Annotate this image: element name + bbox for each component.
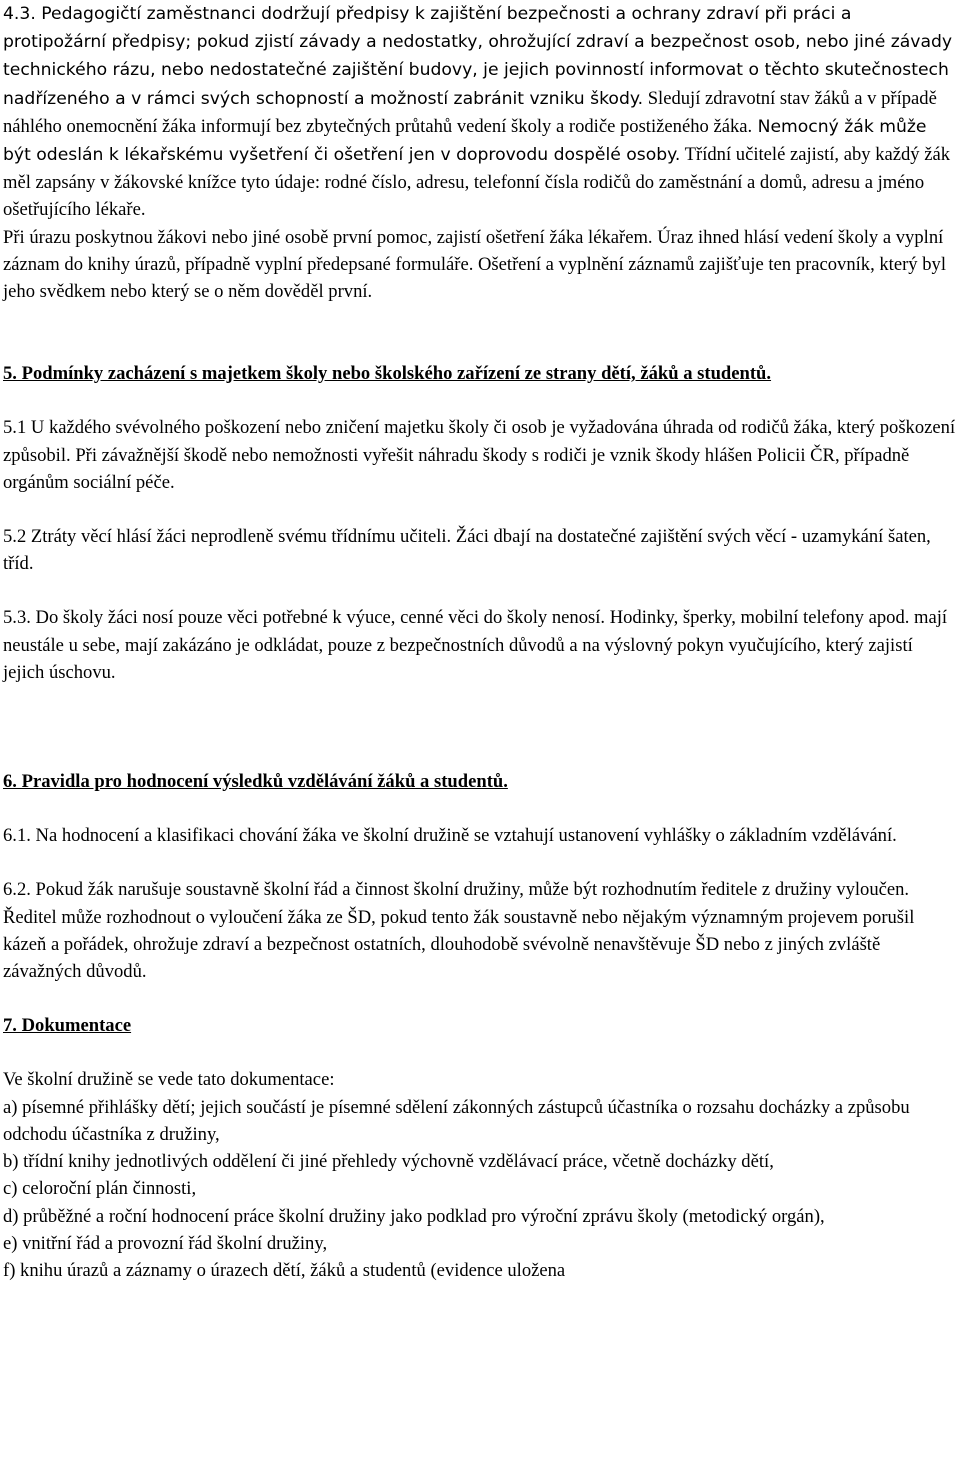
paragraph-5-2-text-a: 5.2 Ztráty věcí hlásí žáci neprodleně svému třídnímu učiteli.: [3, 526, 452, 548]
paragraph-injury: [3, 224, 957, 306]
paragraph-injury-text-a: Při úrazu poskytnou žákovi nebo jiné osobě první pomoc, zajistí ošetření žáka lékařem. Úraz ihned hlásí vedení školy a vyplní záznam do knihy úrazů, případně vyplní předepsané formuláře.: [3, 226, 944, 275]
section-5-heading: 5. Podmínky zacházení s majetkem školy nebo školského zařízení ze strany dětí, žáků a studentů.: [3, 363, 772, 385]
paragraph-5-3: [3, 604, 957, 686]
paragraph-5-1-text-b: Při závažnější škodě nebo nemožnosti vyřešit náhradu škody s rodiči je vznik škody hlášen Policii ČR, případně orgánům sociální péče.: [3, 444, 910, 493]
paragraph-4-3-text-d: Třídní učitelé zajistí, aby každý žák měl zapsány v žákovské knížce tyto údaje: rodné číslo, adresu, telefonní čísla rodičů do zaměstnání a domů, adresu a jméno ošetřujícího lékaře.: [3, 144, 951, 221]
paragraph-4-3-text-c: Nemocný žák může být odeslán k lékařskému vyšetření či ošetření jen v doprovodu dospělé osoby.: [3, 116, 927, 166]
paragraph-5-3-text-a: 5.3. Do školy žáci nosí pouze věci potřebné k výuce, cenné věci do školy nenosí. Hodinky, šperky, mobilní telefony apod.: [3, 607, 910, 629]
section-6-heading: 6. Pravidla pro hodnocení výsledků vzdělávání žáků a studentů.: [3, 771, 508, 793]
list-item: f) knihu úrazů a záznamy o úrazech dětí, žáků a studentů (evidence uložena: [3, 1259, 566, 1281]
paragraph-6-2: [3, 876, 957, 985]
list-item: a) písemné přihlášky dětí; jejich součástí je písemné sdělení zákonných zástupců účastníka o rozsahu docházky a způsobu odchodu účastníka z družiny,: [3, 1096, 910, 1145]
list-item: c) celoroční plán činnosti,: [3, 1178, 197, 1200]
documentation-list: [3, 1094, 957, 1284]
section-7-intro: Ve školní družině se vede tato dokumentace:: [3, 1069, 335, 1091]
paragraph-5-3-text-b: mají neustále u sebe, mají zakázáno je odkládat, pouze z bezpečnostních důvodů a na výslovný pokyn vyučujícího, který zajistí jejich úschovu.: [3, 607, 948, 683]
paragraph-6-1: 6.1. Na hodnocení a klasifikaci chování žáka ve školní družině se vztahují ustanovení vyhlášky o základním vzdělávání.: [3, 825, 897, 847]
paragraph-4-3: [3, 0, 957, 224]
list-item: d) průběžné a roční hodnocení práce školní družiny jako podklad pro výroční zprávu školy (metodický orgán),: [3, 1205, 825, 1227]
section-7-heading: 7. Dokumentace: [3, 1015, 132, 1037]
paragraph-4-3-text-b: Sledují zdravotní stav žáků a v případě náhlého onemocnění žáka informují bez zbytečných průtahů vedení školy a rodiče postiženého žáka.: [3, 87, 937, 137]
paragraph-5-2-text-b: Žáci dbají na dostatečné zajištění svých věcí - uzamykání šaten, tříd.: [3, 526, 931, 575]
paragraph-6-2-text-a: 6.2. Pokud žák narušuje soustavně školní řád a činnost školní družiny, může být rozhodnutím ředitele z družiny vyloučen.: [3, 879, 910, 901]
paragraph-5-1-text-a: 5.1 U každého svévolného poškození nebo zničení majetku školy či osob je vyžadována úhrada od rodičů žáka, který poškození způsobil.: [3, 417, 956, 466]
list-item: e) vnitřní řád a provozní řád školní družiny,: [3, 1232, 328, 1254]
paragraph-6-2-text-b: Ředitel může rozhodnout o vyloučení žáka ze ŠD, pokud tento žák soustavně nebo nějakým významným projevem porušil kázeň a pořádek, ohrožuje zdraví a bezpečnost ostatních, dlouhodobě svévolně nenavštěvuje ŠD nebo z jiných zvláště závažných důvodů.: [3, 906, 915, 983]
list-item: b) třídní knihy jednotlivých oddělení či jiné přehledy výchovně vzdělávací práce, včetně docházky dětí,: [3, 1151, 774, 1173]
paragraph-injury-text-b: Ošetření a vyplnění záznamů zajišťuje ten pracovník, který byl jeho svědkem nebo který se o něm dověděl první.: [3, 253, 946, 303]
paragraph-5-2: [3, 523, 957, 577]
document-page: [3, 0, 957, 1284]
paragraph-5-1: [3, 414, 957, 496]
paragraph-4-3-text-a: 4.3. Pedagogičtí zaměstnanci dodržují předpisy k zajištění bezpečnosti a ochrany zdraví při práci a protipožární předpisy; pokud zjistí závady a nedostatky, ohrožující zdraví a bezpečnost osob, nebo jiné závady technického rázu, nebo nedostatečné zajištění budovy, je jejich povinností informovat o těchto skutečnostech nadřízeného a v rámci svých schopností a možností zabránit vzniku škody.: [3, 4, 953, 109]
